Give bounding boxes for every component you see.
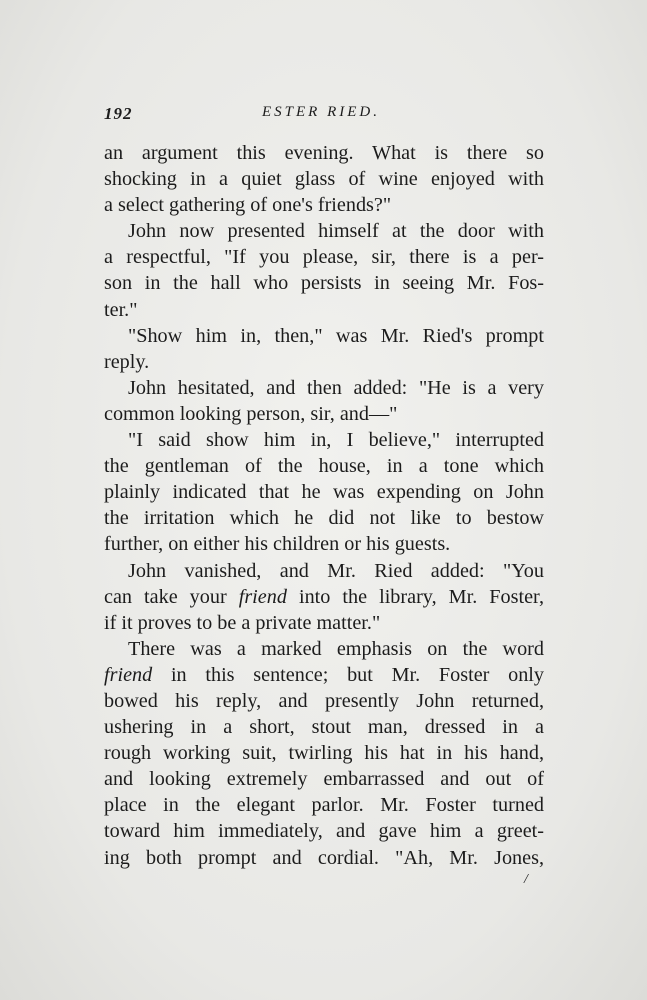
text-segment: in this sentence; but Mr. Foster only (152, 663, 544, 686)
text-line-with-emphasis (104, 584, 544, 610)
text-line: John vanished, and Mr. Ried added: "You (128, 559, 544, 582)
text-line: son in the hall who persists in seeing Mr. Fos- (104, 272, 544, 295)
stray-mark: / (524, 872, 528, 887)
running-title: ESTER RIED. (262, 104, 380, 120)
text-line: if it proves to be a private matter." (104, 611, 381, 634)
running-head (102, 104, 540, 126)
emphasized-word: friend (104, 663, 153, 686)
page-number: 192 (104, 104, 133, 123)
text-line: There was a marked emphasis on the word (128, 637, 544, 660)
text-line: bowed his reply, and presently John returned, (104, 689, 544, 712)
text-line: the gentleman of the house, in a tone which (104, 455, 544, 478)
text-line: shocking in a quiet glass of wine enjoyed with (104, 168, 544, 191)
text-line: reply. (104, 350, 150, 373)
text-line: ushering in a short, stout man, dressed in a (104, 716, 544, 739)
text-line: "I said show him in, I believe," interrupted (128, 429, 544, 452)
body-text (104, 140, 544, 871)
text-line: place in the elegant parlor. Mr. Foster turned (104, 794, 544, 817)
emphasized-word: friend (238, 585, 287, 608)
text-line: John now presented himself at the door with (128, 220, 544, 243)
text-line: ter." (104, 298, 138, 321)
text-line: toward him immediately, and gave him a greet- (104, 820, 544, 843)
text-line: the irritation which he did not like to bestow (104, 507, 544, 530)
text-line: an argument this evening. What is there so (104, 142, 544, 164)
text-line: common looking person, sir, and—" (104, 402, 398, 425)
text-segment: into the library, Mr. Foster, (286, 585, 544, 608)
text-line: rough working suit, twirling his hat in his hand, (104, 742, 544, 765)
text-line: John hesitated, and then added: "He is a very (128, 376, 544, 399)
text-line-with-emphasis (104, 662, 544, 688)
text-line: "Show him in, then," was Mr. Ried's prompt (128, 324, 544, 347)
text-line: further, on either his children or his guests. (104, 533, 451, 556)
text-segment: can take your (104, 585, 239, 608)
text-line: and looking extremely embarrassed and out of (104, 768, 544, 791)
text-line: plainly indicated that he was expending on John (104, 481, 544, 504)
text-line: ing both prompt and cordial. "Ah, Mr. Jones, (104, 846, 544, 869)
text-line: a select gathering of one's friends?" (104, 194, 392, 217)
text-line: a respectful, "If you please, sir, there is a per- (104, 246, 544, 269)
